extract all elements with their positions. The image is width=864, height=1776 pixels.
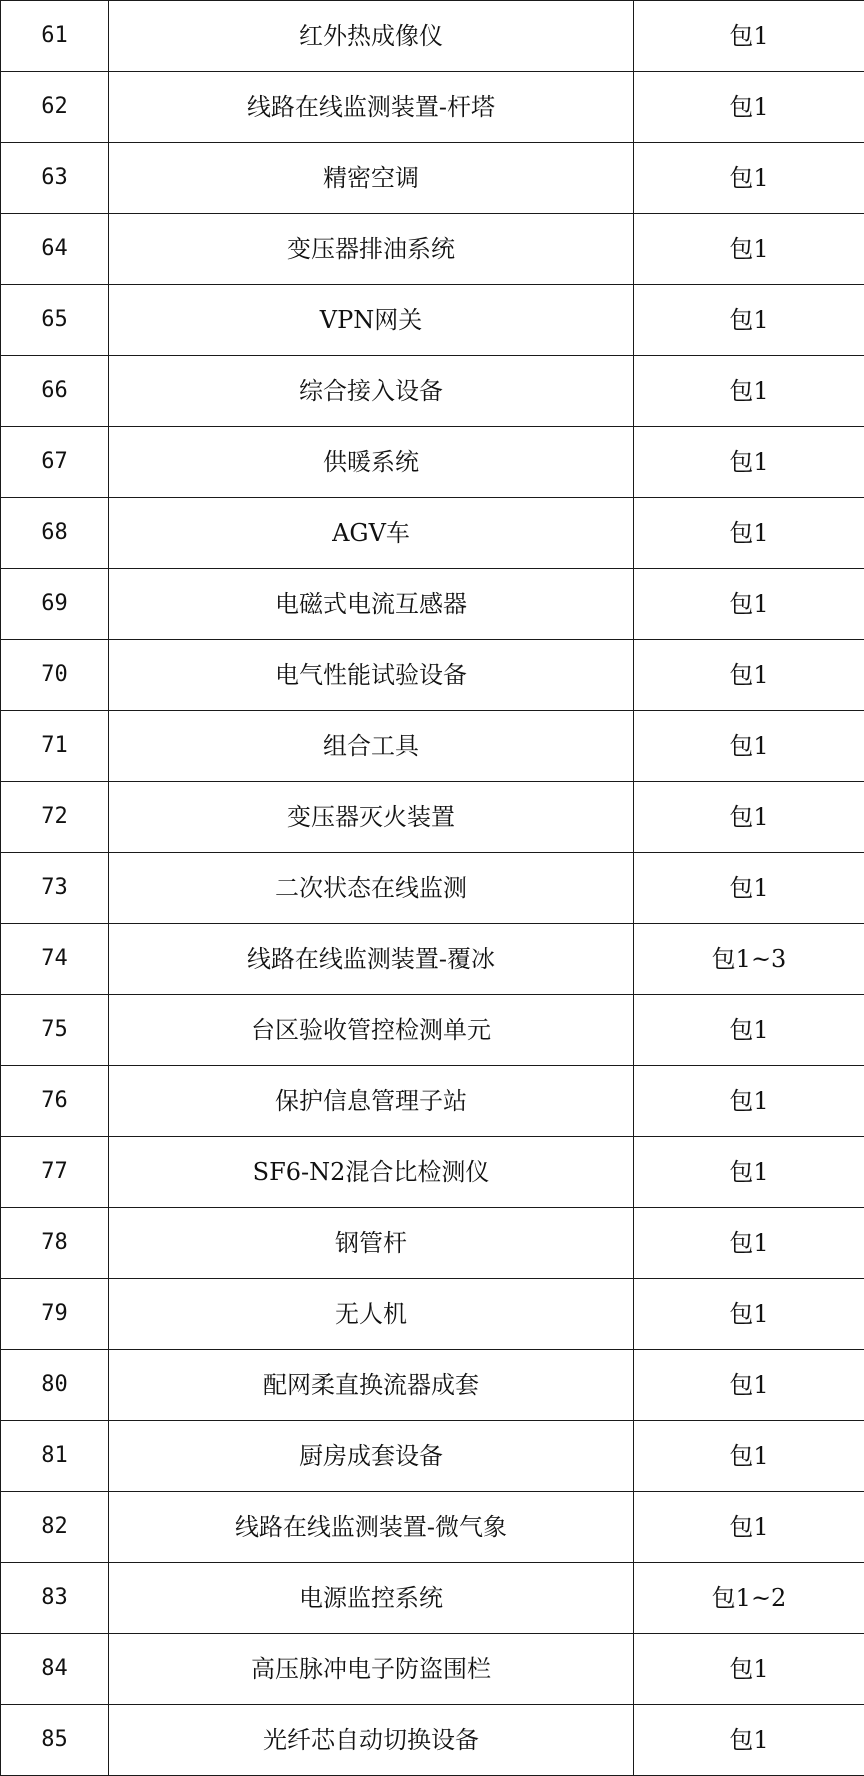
- equipment-name-cell: 组合工具: [109, 711, 634, 782]
- package-cell: 包1: [634, 1066, 864, 1137]
- equipment-name-cell: 保护信息管理子站: [109, 1066, 634, 1137]
- table-row: [1, 356, 864, 427]
- row-number-cell: 67: [1, 427, 109, 498]
- table-row: [1, 1705, 864, 1776]
- package-cell: 包1: [634, 1421, 864, 1492]
- row-number-cell: 79: [1, 1279, 109, 1350]
- package-cell: 包1: [634, 569, 864, 640]
- package-cell: 包1: [634, 1279, 864, 1350]
- equipment-name-cell: 线路在线监测装置-覆冰: [109, 924, 634, 995]
- package-cell: 包1~3: [634, 924, 864, 995]
- equipment-name-cell: 电气性能试验设备: [109, 640, 634, 711]
- package-cell: 包1: [634, 427, 864, 498]
- equipment-name-cell: 变压器灭火装置: [109, 782, 634, 853]
- package-cell: 包1: [634, 143, 864, 214]
- package-cell: 包1: [634, 1705, 864, 1776]
- equipment-name-cell: 二次状态在线监测: [109, 853, 634, 924]
- package-cell: 包1: [634, 1208, 864, 1279]
- table-row: [1, 285, 864, 356]
- equipment-name-cell: 精密空调: [109, 143, 634, 214]
- row-number-cell: 85: [1, 1705, 109, 1776]
- row-number-cell: 73: [1, 853, 109, 924]
- row-number-cell: 71: [1, 711, 109, 782]
- row-number-cell: 62: [1, 72, 109, 143]
- equipment-name-cell: 配网柔直换流器成套: [109, 1350, 634, 1421]
- row-number-cell: 61: [1, 1, 109, 72]
- equipment-name-cell: 电磁式电流互感器: [109, 569, 634, 640]
- row-number-cell: 72: [1, 782, 109, 853]
- package-cell: 包1: [634, 711, 864, 782]
- row-number-cell: 74: [1, 924, 109, 995]
- equipment-name-cell: 光纤芯自动切换设备: [109, 1705, 634, 1776]
- equipment-name-cell: 线路在线监测装置-杆塔: [109, 72, 634, 143]
- package-cell: 包1: [634, 1137, 864, 1208]
- equipment-name-cell: 供暖系统: [109, 427, 634, 498]
- equipment-name-cell: 综合接入设备: [109, 356, 634, 427]
- table-row: [1, 1, 864, 72]
- row-number-cell: 70: [1, 640, 109, 711]
- package-cell: 包1: [634, 214, 864, 285]
- package-cell: 包1: [634, 1, 864, 72]
- table-row: [1, 1066, 864, 1137]
- row-number-cell: 82: [1, 1492, 109, 1563]
- table-row: [1, 72, 864, 143]
- package-cell: 包1: [634, 1350, 864, 1421]
- equipment-name-cell: 红外热成像仪: [109, 1, 634, 72]
- package-cell: 包1: [634, 853, 864, 924]
- row-number-cell: 83: [1, 1563, 109, 1634]
- table-row: [1, 143, 864, 214]
- table-row: [1, 569, 864, 640]
- row-number-cell: 63: [1, 143, 109, 214]
- package-cell: 包1: [634, 1634, 864, 1705]
- table-row: [1, 214, 864, 285]
- table-row: [1, 853, 864, 924]
- package-cell: 包1: [634, 1492, 864, 1563]
- table-row: [1, 427, 864, 498]
- package-cell: 包1: [634, 782, 864, 853]
- equipment-name-cell: 高压脉冲电子防盗围栏: [109, 1634, 634, 1705]
- package-cell: 包1: [634, 356, 864, 427]
- table-row: [1, 1279, 864, 1350]
- row-number-cell: 78: [1, 1208, 109, 1279]
- table-row: [1, 1563, 864, 1634]
- row-number-cell: 65: [1, 285, 109, 356]
- table-row: [1, 782, 864, 853]
- equipment-name-cell: AGV车: [109, 498, 634, 569]
- table-row: [1, 1421, 864, 1492]
- table-row: [1, 640, 864, 711]
- package-cell: 包1: [634, 640, 864, 711]
- table-body: [1, 1, 864, 1776]
- table-row: [1, 711, 864, 782]
- table-row: [1, 1492, 864, 1563]
- equipment-name-cell: 电源监控系统: [109, 1563, 634, 1634]
- equipment-name-cell: 变压器排油系统: [109, 214, 634, 285]
- row-number-cell: 76: [1, 1066, 109, 1137]
- package-cell: 包1: [634, 995, 864, 1066]
- equipment-name-cell: 厨房成套设备: [109, 1421, 634, 1492]
- row-number-cell: 77: [1, 1137, 109, 1208]
- row-number-cell: 75: [1, 995, 109, 1066]
- equipment-name-cell: VPN网关: [109, 285, 634, 356]
- row-number-cell: 84: [1, 1634, 109, 1705]
- table-row: [1, 1350, 864, 1421]
- package-cell: 包1: [634, 498, 864, 569]
- package-cell: 包1: [634, 72, 864, 143]
- equipment-name-cell: 无人机: [109, 1279, 634, 1350]
- table-row: [1, 924, 864, 995]
- equipment-name-cell: 钢管杆: [109, 1208, 634, 1279]
- equipment-name-cell: 线路在线监测装置-微气象: [109, 1492, 634, 1563]
- package-cell: 包1~2: [634, 1563, 864, 1634]
- package-cell: 包1: [634, 285, 864, 356]
- row-number-cell: 66: [1, 356, 109, 427]
- table-row: [1, 498, 864, 569]
- row-number-cell: 68: [1, 498, 109, 569]
- equipment-name-cell: SF6-N2混合比检测仪: [109, 1137, 634, 1208]
- row-number-cell: 64: [1, 214, 109, 285]
- table-row: [1, 1634, 864, 1705]
- row-number-cell: 69: [1, 569, 109, 640]
- table-row: [1, 995, 864, 1066]
- equipment-name-cell: 台区验收管控检测单元: [109, 995, 634, 1066]
- table-row: [1, 1137, 864, 1208]
- row-number-cell: 81: [1, 1421, 109, 1492]
- table-row: [1, 1208, 864, 1279]
- row-number-cell: 80: [1, 1350, 109, 1421]
